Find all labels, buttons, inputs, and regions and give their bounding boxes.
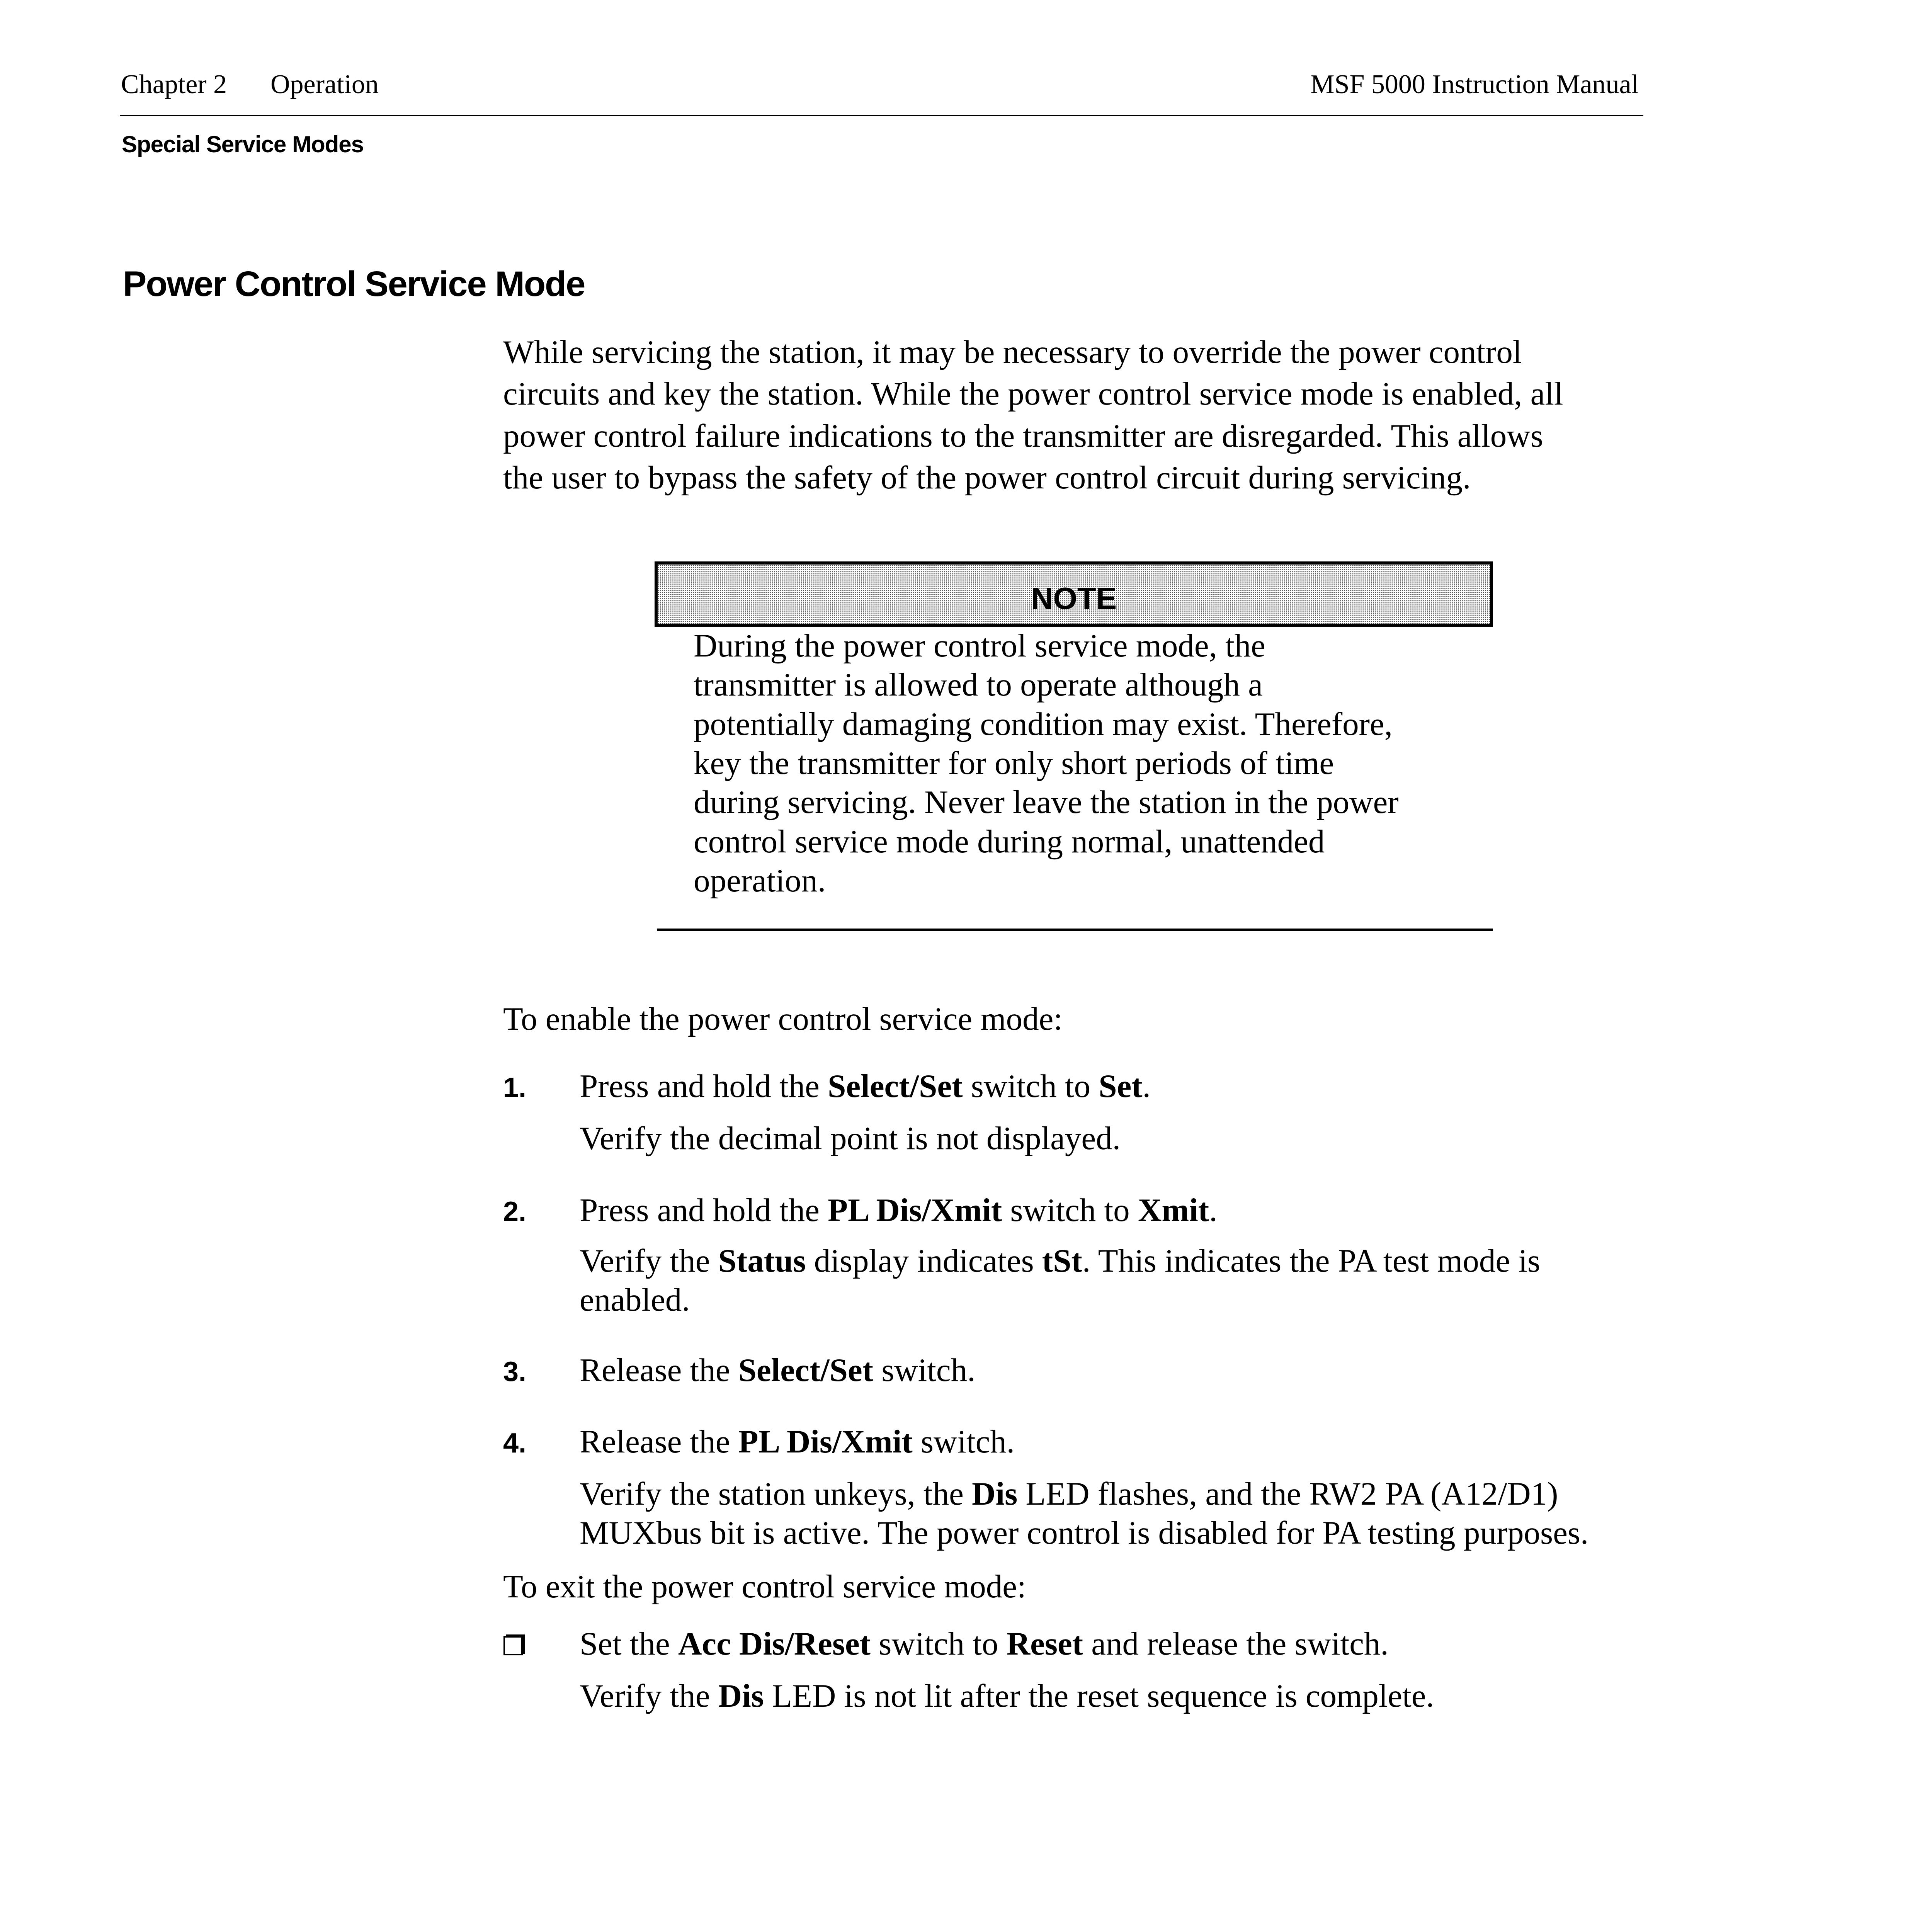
step-result [580, 1680, 1434, 1713]
step-number: 2. [503, 1196, 527, 1227]
step-text: Release the [580, 1352, 738, 1388]
step-text: switch. [873, 1352, 976, 1388]
step-text: display indicates [806, 1243, 1042, 1279]
header-chapter-title: Operation [270, 70, 379, 99]
step-text: Verify the [580, 1243, 718, 1279]
switch-name: PL Dis/Xmit [828, 1192, 1002, 1228]
switch-position: Reset [1006, 1626, 1083, 1662]
step-number: 4. [503, 1428, 527, 1459]
step-text: Verify the station unkeys, the [580, 1476, 972, 1512]
page-title: Power Control Service Mode [123, 264, 585, 304]
note-label: NOTE [1031, 581, 1117, 616]
step-action [580, 1070, 1151, 1103]
note-line: control service mode during normal, unattended [694, 823, 1325, 860]
note-bottom-rule [657, 929, 1493, 931]
switch-position: Xmit [1138, 1192, 1209, 1228]
header-manual-title: MSF 5000 Instruction Manual [1310, 70, 1639, 99]
step-number: 1. [503, 1072, 527, 1103]
step-text: switch to [963, 1068, 1099, 1104]
intro-line: circuits and key the station. While the power control service mode is enabled, all [503, 376, 1563, 412]
step-text: switch to [870, 1626, 1007, 1662]
step-result-continued: enabled. [580, 1282, 690, 1318]
step-text: Verify the [580, 1678, 718, 1714]
header-rule [120, 115, 1643, 116]
note-line: transmitter is allowed to operate although a [694, 667, 1263, 703]
led-name: Dis [972, 1476, 1018, 1512]
switch-name: PL Dis/Xmit [738, 1423, 913, 1460]
step-action [580, 1354, 975, 1387]
note-line: During the power control service mode, the [694, 628, 1265, 664]
intro-line: power control failure indications to the transmitter are disregarded. This allows [503, 418, 1543, 454]
step-number: 3. [503, 1356, 527, 1387]
step-text: . [1142, 1068, 1151, 1104]
note-line: during servicing. Never leave the station in the power [694, 784, 1399, 820]
step-text: Release the [580, 1423, 738, 1460]
step-text: switch. [912, 1423, 1015, 1460]
switch-position: Set [1099, 1068, 1143, 1104]
step-text: LED is not lit after the reset sequence is complete. [764, 1678, 1434, 1714]
step-text: switch to [1002, 1192, 1138, 1228]
step-text: . [1209, 1192, 1218, 1228]
step-result [580, 1245, 1540, 1277]
led-name: Dis [718, 1678, 764, 1714]
step-result [580, 1478, 1558, 1510]
note-header-box [655, 561, 1493, 627]
display-name: Status [718, 1243, 806, 1279]
exit-intro: To exit the power control service mode: [503, 1568, 1026, 1605]
step-action [580, 1628, 1389, 1660]
step-action [580, 1194, 1217, 1227]
switch-name: Acc Dis/Reset [678, 1626, 871, 1662]
section-name: Special Service Modes [122, 131, 364, 157]
step-text: and release the switch. [1083, 1626, 1389, 1662]
step-text: Press and hold the [580, 1192, 828, 1228]
enable-intro: To enable the power control service mode: [503, 1001, 1063, 1037]
display-value: tSt [1042, 1243, 1082, 1279]
step-text: LED flashes, and the RW2 PA (A12/D1) [1017, 1476, 1558, 1512]
header-chapter: Chapter 2 [121, 70, 227, 99]
note-line: key the transmitter for only short periods of time [694, 745, 1334, 781]
step-text: Press and hold the [580, 1068, 828, 1104]
step-action [580, 1425, 1015, 1458]
note-line: operation. [694, 862, 826, 899]
note-line: potentially damaging condition may exist. Therefore, [694, 706, 1393, 742]
step-text: . This indicates the PA test mode is [1082, 1243, 1541, 1279]
switch-name: Select/Set [738, 1352, 873, 1388]
intro-line: the user to bypass the safety of the power control circuit during servicing. [503, 459, 1471, 496]
checkbox-icon [503, 1636, 523, 1655]
step-result-continued: MUXbus bit is active. The power control is disabled for PA testing purposes. [580, 1515, 1589, 1551]
intro-line: While servicing the station, it may be necessary to override the power control [503, 334, 1522, 370]
step-text: Set the [580, 1626, 678, 1662]
switch-name: Select/Set [828, 1068, 963, 1104]
step-result: Verify the decimal point is not displayed. [580, 1120, 1121, 1156]
